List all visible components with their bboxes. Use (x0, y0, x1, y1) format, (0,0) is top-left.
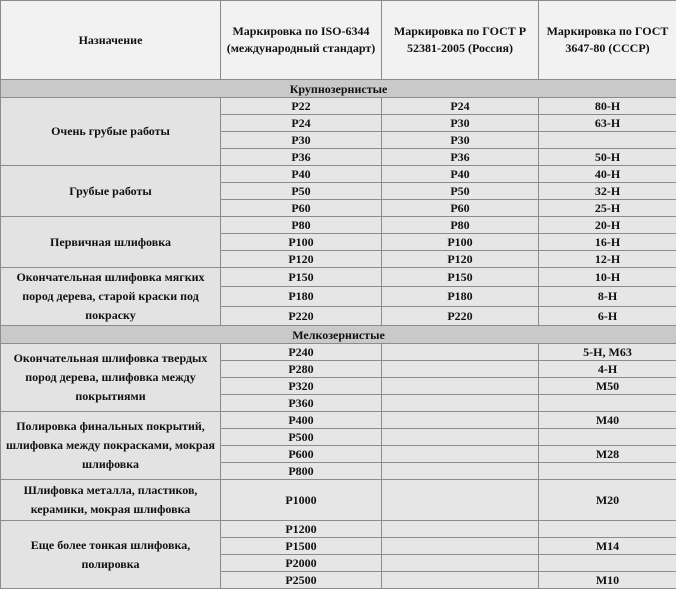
cell-gost-r: P100 (382, 234, 539, 251)
cell-iso: P800 (221, 463, 382, 480)
cell-iso: P600 (221, 446, 382, 463)
cell-gost-ussr: 40-Н (539, 166, 676, 183)
cell-gost-r: P50 (382, 183, 539, 200)
purpose-cell: Окончательная шлифовка мягких пород дерева, старой краски под покраску (1, 268, 221, 326)
cell-gost-r: P150 (382, 268, 539, 287)
cell-gost-r (382, 412, 539, 429)
cell-gost-ussr: 5-Н, М63 (539, 344, 676, 361)
cell-iso: P36 (221, 149, 382, 166)
cell-iso: P50 (221, 183, 382, 200)
cell-iso: P150 (221, 268, 382, 287)
cell-iso: P100 (221, 234, 382, 251)
purpose-cell: Грубые работы (1, 166, 221, 217)
cell-iso: P400 (221, 412, 382, 429)
purpose-cell: Первичная шлифовка (1, 217, 221, 268)
cell-gost-ussr: 12-Н (539, 251, 676, 268)
table-row (1, 344, 676, 361)
header-iso: Маркировка по ISO-6344 (международный стандарт) (221, 1, 382, 80)
cell-iso: P500 (221, 429, 382, 446)
cell-gost-ussr: М10 (539, 572, 676, 589)
cell-gost-ussr: 6-Н (539, 306, 676, 325)
header-row (1, 1, 676, 80)
cell-iso: P240 (221, 344, 382, 361)
cell-gost-r (382, 555, 539, 572)
table-body (1, 80, 676, 589)
header-gost-r: Маркировка по ГОСТ Р 52381-2005 (Россия) (382, 1, 539, 80)
purpose-cell: Еще более тонкая шлифовка, полировка (1, 521, 221, 589)
cell-gost-r (382, 429, 539, 446)
cell-gost-ussr (539, 521, 676, 538)
cell-gost-ussr: М50 (539, 378, 676, 395)
section-title: Крупнозернистые (1, 80, 676, 98)
cell-iso: P180 (221, 287, 382, 306)
cell-gost-r (382, 446, 539, 463)
cell-gost-r (382, 538, 539, 555)
cell-gost-r: P40 (382, 166, 539, 183)
cell-iso: P1200 (221, 521, 382, 538)
cell-gost-ussr: 16-Н (539, 234, 676, 251)
cell-gost-ussr (539, 463, 676, 480)
cell-iso: P24 (221, 115, 382, 132)
cell-gost-r: P180 (382, 287, 539, 306)
cell-iso: P360 (221, 395, 382, 412)
cell-gost-ussr: М40 (539, 412, 676, 429)
cell-iso: P120 (221, 251, 382, 268)
section-row (1, 80, 676, 98)
cell-gost-ussr: 4-Н (539, 361, 676, 378)
cell-gost-r: P220 (382, 306, 539, 325)
cell-gost-r (382, 572, 539, 589)
cell-gost-ussr: 8-Н (539, 287, 676, 306)
cell-gost-r: P60 (382, 200, 539, 217)
cell-gost-r: P24 (382, 98, 539, 115)
cell-gost-ussr: 32-Н (539, 183, 676, 200)
cell-iso: P280 (221, 361, 382, 378)
cell-gost-r (382, 480, 539, 521)
cell-iso: P22 (221, 98, 382, 115)
cell-gost-r: P120 (382, 251, 539, 268)
cell-gost-r (382, 521, 539, 538)
table-row (1, 521, 676, 538)
cell-gost-ussr: 20-Н (539, 217, 676, 234)
table-row (1, 480, 676, 521)
cell-iso: P320 (221, 378, 382, 395)
cell-iso: P60 (221, 200, 382, 217)
cell-gost-r: P30 (382, 115, 539, 132)
cell-iso: P2000 (221, 555, 382, 572)
cell-gost-ussr (539, 395, 676, 412)
table-row (1, 412, 676, 429)
cell-gost-r: P30 (382, 132, 539, 149)
cell-gost-ussr: М14 (539, 538, 676, 555)
cell-gost-r (382, 378, 539, 395)
cell-gost-r: P80 (382, 217, 539, 234)
cell-gost-r: P36 (382, 149, 539, 166)
cell-gost-ussr (539, 429, 676, 446)
header-purpose: Назначение (1, 1, 221, 80)
cell-iso: P40 (221, 166, 382, 183)
cell-gost-ussr: 25-Н (539, 200, 676, 217)
cell-iso: P30 (221, 132, 382, 149)
cell-gost-r (382, 361, 539, 378)
cell-gost-ussr (539, 132, 676, 149)
table-row (1, 166, 676, 183)
cell-iso: P80 (221, 217, 382, 234)
cell-gost-ussr: 80-Н (539, 98, 676, 115)
cell-iso: P2500 (221, 572, 382, 589)
purpose-cell: Очень грубые работы (1, 98, 221, 166)
purpose-cell: Окончательная шлифовка твердых пород дерева, шлифовка между покрытиями (1, 344, 221, 412)
cell-iso: P1000 (221, 480, 382, 521)
cell-gost-ussr: 50-Н (539, 149, 676, 166)
cell-gost-r (382, 395, 539, 412)
header-gost-ussr: Маркировка по ГОСТ 3647-80 (СССР) (539, 1, 676, 80)
purpose-cell: Полировка финальных покрытий, шлифовка между покрасками, мокрая шлифовка (1, 412, 221, 480)
cell-gost-ussr: М28 (539, 446, 676, 463)
cell-gost-r (382, 463, 539, 480)
purpose-cell: Шлифовка металла, пластиков, керамики, мокрая шлифовка (1, 480, 221, 521)
table-row (1, 217, 676, 234)
cell-iso: P1500 (221, 538, 382, 555)
cell-gost-r (382, 344, 539, 361)
section-title: Мелкозернистые (1, 326, 676, 344)
cell-gost-ussr (539, 555, 676, 572)
cell-gost-ussr: 63-Н (539, 115, 676, 132)
section-row (1, 326, 676, 344)
table-row (1, 268, 676, 287)
cell-gost-ussr: М20 (539, 480, 676, 521)
table-row (1, 98, 676, 115)
cell-iso: P220 (221, 306, 382, 325)
cell-gost-ussr: 10-Н (539, 268, 676, 287)
